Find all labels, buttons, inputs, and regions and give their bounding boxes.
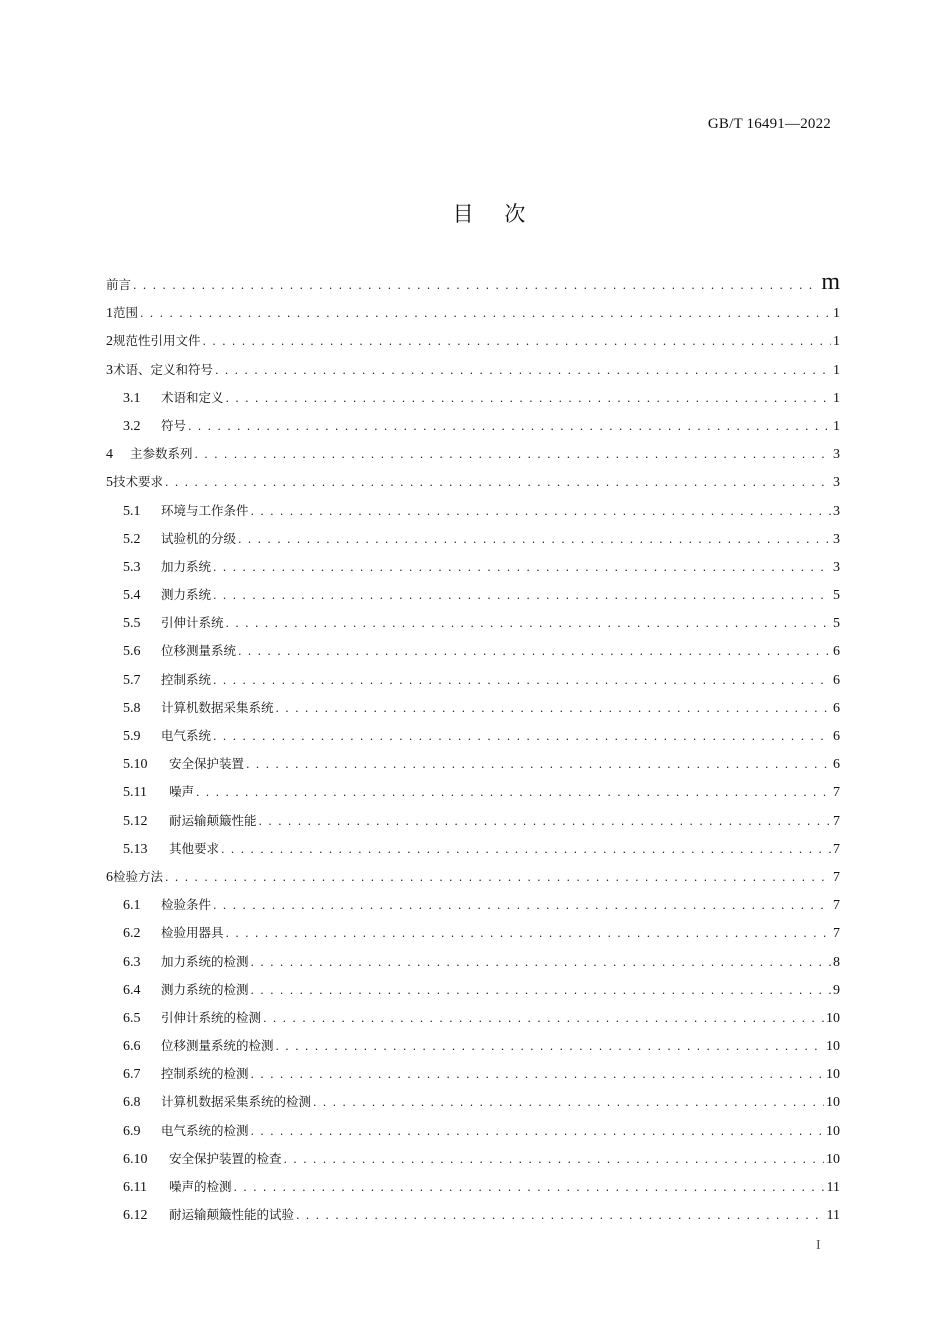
toc-entry-label: 规范性引用文件: [113, 333, 201, 349]
toc-entry-page: 6: [833, 672, 840, 688]
toc-entry[interactable]: [106, 440, 840, 468]
dot-leader: [213, 722, 831, 750]
toc-entry-page: 10: [826, 1039, 840, 1055]
dot-leader: [251, 1060, 824, 1088]
toc-entry-number: 5.6: [123, 644, 141, 660]
toc-entry[interactable]: [106, 384, 840, 412]
toc-entry-page: 5: [833, 588, 840, 604]
dot-leader: [213, 666, 831, 694]
toc-entry-label: 耐运输颠簸性能的试验: [169, 1207, 295, 1223]
toc-entry-number: 5.9: [123, 729, 141, 744]
dot-leader: [263, 1004, 824, 1032]
toc-entry[interactable]: [106, 976, 840, 1004]
toc-entry-number: 3: [106, 362, 113, 378]
toc-entry-label: 安全保护装置: [169, 756, 245, 772]
toc-entry-label: 技术要求: [113, 474, 164, 490]
toc-entry[interactable]: [106, 891, 840, 919]
toc-entry-page: 1: [833, 334, 840, 350]
standard-code: GB/T 16491—2022: [707, 116, 831, 132]
toc-entry-number: 6.2: [123, 926, 141, 942]
toc-entry-page: 10: [826, 1095, 840, 1111]
dot-leader: [140, 299, 831, 327]
dot-leader: [213, 553, 831, 581]
toc-entry[interactable]: [106, 1060, 840, 1088]
dot-leader: [276, 1032, 824, 1060]
toc-entry-page: 7: [833, 841, 840, 857]
toc-entry-label: 位移测量系统的检测: [161, 1038, 274, 1054]
toc-entry-label: 其他要求: [169, 840, 220, 856]
dot-leader: [246, 750, 831, 778]
toc-entry[interactable]: [106, 299, 840, 327]
toc-entry-page: 3: [833, 447, 840, 463]
toc-entry[interactable]: [106, 1004, 840, 1032]
toc-entry-number: 4: [106, 447, 113, 463]
toc-entry[interactable]: [106, 1032, 840, 1060]
toc-entry-label: 安全保护装置的检查: [169, 1150, 282, 1166]
dot-leader: [226, 384, 831, 412]
toc-entry-number: 6.12: [123, 1208, 148, 1224]
toc-entry-label: 噪声: [169, 784, 195, 800]
toc-entry-number: 5.7: [123, 672, 141, 688]
toc-entry-page: 3: [833, 475, 840, 491]
toc-entry-number: 5.11: [123, 785, 147, 801]
toc-entry[interactable]: [106, 468, 840, 496]
page-number: I: [816, 1238, 821, 1253]
toc-entry-label: 术语、定义和符号: [113, 361, 214, 377]
toc-entry-number: 6.9: [123, 1123, 141, 1139]
toc-entry-number: 5.4: [123, 588, 141, 604]
dot-leader: [251, 1117, 824, 1145]
dot-leader: [165, 468, 831, 496]
dot-leader: [313, 1088, 824, 1116]
dot-leader: [213, 891, 831, 919]
toc-entry[interactable]: [106, 1145, 840, 1173]
toc-entry-number: 1: [106, 306, 113, 322]
dot-leader: [238, 525, 831, 553]
toc-entry[interactable]: [106, 581, 840, 609]
toc-entry-page: 10: [826, 1151, 840, 1167]
toc-entry-page: 7: [833, 813, 840, 829]
toc-entry-label: 测力系统的检测: [161, 981, 249, 997]
toc-entry-page: 10: [826, 1010, 840, 1026]
toc-entry-page: 1: [833, 418, 840, 434]
toc-entry-number: 6.7: [123, 1067, 141, 1083]
toc-entry-number: 5.10: [123, 757, 148, 773]
toc-entry[interactable]: [106, 412, 840, 440]
toc-entry-label: 试验机的分级: [161, 530, 237, 546]
toc-entry-label: 测力系统: [161, 587, 212, 603]
toc-entry-number: 6.10: [123, 1151, 148, 1167]
dot-leader: [251, 497, 831, 525]
toc-entry-page: 1: [833, 362, 840, 378]
toc-entry[interactable]: [106, 609, 840, 637]
toc-entry-number: 6.6: [123, 1039, 141, 1055]
dot-leader: [284, 1145, 824, 1173]
toc-entry[interactable]: [106, 1201, 840, 1229]
dot-leader: [226, 609, 831, 637]
toc-entry-label: 范围: [113, 305, 139, 321]
toc-entry[interactable]: [106, 637, 840, 665]
toc-entry-label: 符号: [161, 417, 187, 433]
toc-entry-page: 6: [833, 729, 840, 744]
toc-entry[interactable]: [106, 778, 840, 806]
dot-leader: [238, 637, 831, 665]
toc-entry-page: 10: [826, 1123, 840, 1139]
toc-entry-label: 主参数系列: [130, 446, 193, 462]
toc-entry[interactable]: [106, 525, 840, 553]
toc-entry-page: 1: [833, 390, 840, 406]
dot-leader: [133, 271, 819, 299]
toc-entry-label: 引伸计系统: [161, 615, 224, 631]
toc-entry-number: 5.12: [123, 813, 148, 829]
dot-leader: [251, 976, 831, 1004]
page-title: 目 次: [452, 202, 538, 226]
toc-entry-number: 5.13: [123, 841, 148, 857]
toc-entry[interactable]: [106, 1173, 840, 1201]
toc-entry-label: 前言: [106, 277, 132, 292]
toc-entry-page: 3: [833, 503, 840, 519]
toc-entry[interactable]: [106, 722, 840, 750]
toc-entry-page: 7: [833, 926, 840, 942]
dot-leader: [226, 919, 831, 947]
toc-entry-page: 6: [833, 757, 840, 773]
toc-entry-label: 加力系统的检测: [161, 953, 249, 969]
dot-leader: [251, 948, 831, 976]
dot-leader: [259, 807, 831, 835]
dot-leader: [196, 778, 831, 806]
toc-entry-page: 11: [826, 1208, 840, 1224]
toc-entry-page: 6: [833, 700, 840, 716]
toc-entry-number: 6.8: [123, 1095, 141, 1111]
dot-leader: [296, 1201, 825, 1229]
toc-entry-label: 电气系统: [161, 728, 212, 743]
table-of-contents: [106, 271, 840, 1229]
toc-entry[interactable]: [106, 750, 840, 778]
dot-leader: [203, 327, 831, 355]
toc-entry[interactable]: [106, 948, 840, 976]
toc-entry-label: 电气系统的检测: [161, 1122, 249, 1138]
toc-entry-number: 6.1: [123, 898, 141, 914]
dot-leader: [215, 356, 831, 384]
toc-entry-label: 控制系统: [161, 671, 212, 687]
toc-entry-number: 5.3: [123, 559, 141, 575]
toc-entry-label: 耐运输颠簸性能: [169, 812, 257, 828]
toc-entry-page: 11: [826, 1180, 840, 1195]
toc-entry-number: 5.5: [123, 616, 141, 632]
toc-entry-number: 2: [106, 334, 113, 350]
toc-entry-number: 6: [106, 869, 113, 885]
toc-entry-page: 6: [833, 644, 840, 660]
toc-entry-number: 5.2: [123, 531, 141, 547]
toc-entry-label: 术语和定义: [161, 389, 224, 405]
toc-entry[interactable]: [106, 919, 840, 947]
toc-entry[interactable]: [106, 835, 840, 863]
toc-entry-page: 3: [833, 531, 840, 547]
toc-entry[interactable]: [106, 497, 840, 525]
toc-entry[interactable]: [106, 666, 840, 694]
toc-entry-label: 计算机数据采集系统: [161, 699, 274, 715]
toc-entry-page: 7: [833, 898, 840, 914]
toc-entry-label: 检验用器具: [161, 925, 224, 941]
dot-leader: [195, 440, 831, 468]
toc-entry-page: 3: [833, 559, 840, 575]
toc-entry-label: 检验条件: [161, 897, 212, 913]
toc-entry-number: 5: [106, 475, 113, 491]
dot-leader: [213, 581, 831, 609]
toc-entry-number: 5.1: [123, 503, 141, 519]
toc-entry[interactable]: [106, 356, 840, 384]
toc-entry-page: m: [821, 271, 840, 295]
toc-entry-number: 6.4: [123, 982, 141, 998]
toc-entry-label: 计算机数据采集系统的检测: [161, 1094, 312, 1110]
toc-entry[interactable]: [106, 271, 840, 299]
toc-entry-number: 6.3: [123, 954, 141, 970]
toc-entry[interactable]: [106, 327, 840, 355]
toc-entry[interactable]: [106, 807, 840, 835]
toc-entry-label: 噪声的检测: [169, 1179, 232, 1194]
toc-entry-page: 1: [833, 306, 840, 322]
toc-entry-label: 位移测量系统: [161, 643, 237, 659]
toc-entry[interactable]: [106, 1117, 840, 1145]
toc-entry-label: 环境与工作条件: [161, 502, 249, 518]
toc-entry[interactable]: [106, 863, 840, 891]
toc-entry-label: 引伸计系统的检测: [161, 1009, 262, 1025]
toc-entry-number: 6.5: [123, 1010, 141, 1026]
toc-entry-label: 检验方法: [113, 868, 164, 884]
toc-entry[interactable]: [106, 694, 840, 722]
dot-leader: [188, 412, 831, 440]
dot-leader: [234, 1173, 825, 1201]
toc-entry[interactable]: [106, 553, 840, 581]
toc-entry-number: 5.8: [123, 700, 141, 716]
dot-leader: [165, 863, 831, 891]
toc-entry-number: 3.1: [123, 390, 141, 406]
toc-entry-page: 5: [833, 616, 840, 632]
dot-leader: [221, 835, 831, 863]
dot-leader: [276, 694, 831, 722]
toc-entry-label: 加力系统: [161, 558, 212, 574]
toc-entry-page: 8: [833, 954, 840, 970]
toc-entry-page: 7: [833, 785, 840, 801]
toc-entry-page: 7: [833, 869, 840, 885]
toc-entry-page: 9: [833, 982, 840, 998]
toc-entry-label: 控制系统的检测: [161, 1066, 249, 1082]
toc-entry-number: 3.2: [123, 418, 141, 434]
toc-entry[interactable]: [106, 1088, 840, 1116]
toc-entry-page: 10: [826, 1067, 840, 1083]
toc-entry-number: 6.11: [123, 1180, 147, 1195]
